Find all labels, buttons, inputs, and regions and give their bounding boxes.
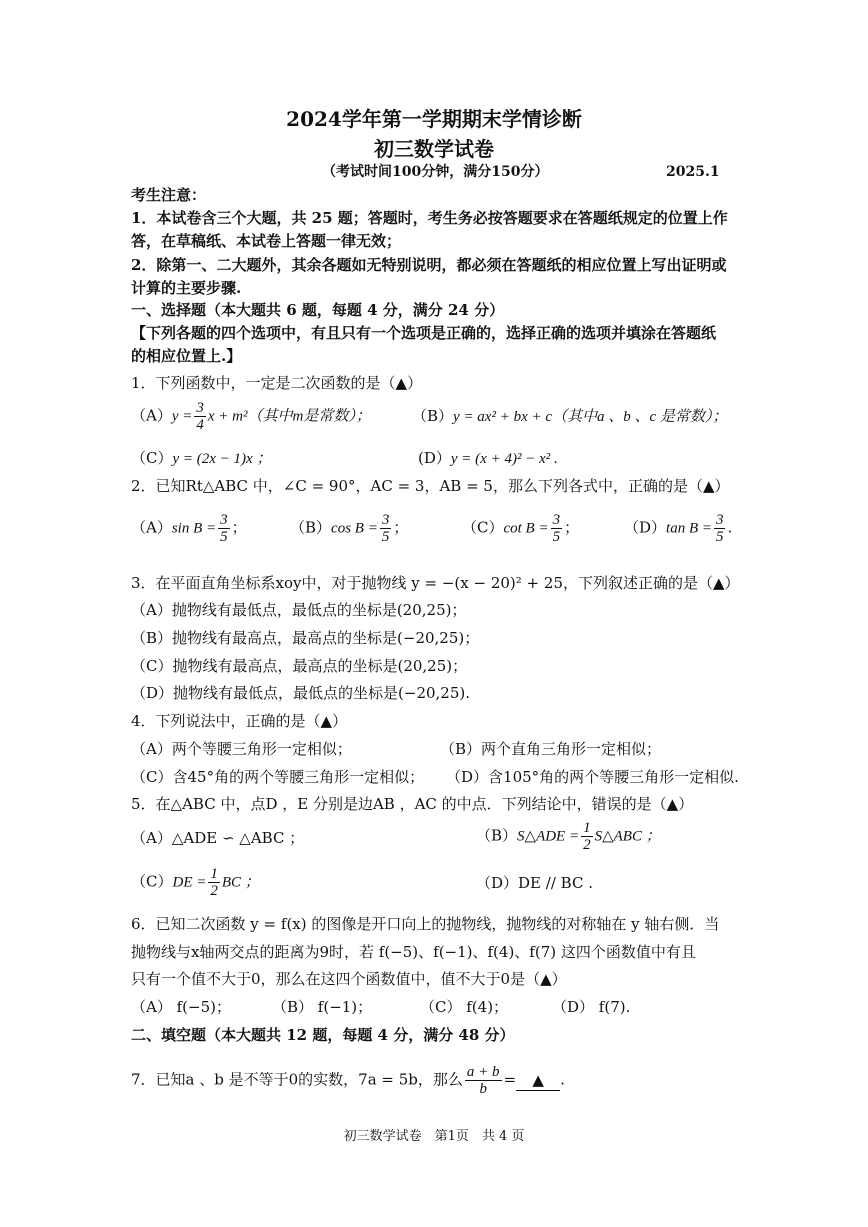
q2-b-num: 3 xyxy=(381,512,390,528)
q2-b-end: ； xyxy=(393,518,409,537)
q2-d-den: 5 xyxy=(715,529,724,545)
q7-eq: = xyxy=(503,1070,517,1089)
q1-option-d xyxy=(418,448,558,469)
q1-option-b xyxy=(412,406,727,427)
page-footer: 初三数学试卷 第1页 共 4 页 xyxy=(343,1129,525,1144)
q2-c-num: 3 xyxy=(552,512,561,528)
q2-c-fn: cot B = xyxy=(503,520,549,537)
q2-c-end: ； xyxy=(564,518,580,537)
q2-d-label: （D） xyxy=(624,518,667,537)
q5-c-fraction xyxy=(208,866,220,899)
q5-option-d: （D）DE // BC . xyxy=(476,874,593,892)
q5-c-den: 2 xyxy=(210,883,218,899)
q1-c-label: （C） xyxy=(131,449,173,467)
exam-title: 2024学年第一学期期末学情诊断 xyxy=(286,107,582,131)
q2-d-end: . xyxy=(727,518,733,537)
q5-c-label: （C） xyxy=(131,872,173,891)
q4-option-d: （D）含105°角的两个等腰三角形一定相似. xyxy=(446,768,739,786)
q5-c-lhs: DE = xyxy=(172,874,207,891)
q1-stem: 1．下列函数中，一定是二次函数的是（▲） xyxy=(131,374,423,392)
q2-option-a xyxy=(131,512,247,545)
q4-option-a: （A）两个等腰三角形一定相似； xyxy=(131,740,352,758)
q4-stem: 4．下列说法中，正确的是（▲） xyxy=(131,712,348,730)
q3-option-b: （B）抛物线有最高点，最高点的坐标是(−20,25)； xyxy=(131,629,480,647)
q2-option-b xyxy=(290,512,408,545)
q5-b-fraction xyxy=(581,820,593,853)
q1-d-label: (D） xyxy=(418,449,451,467)
q2-option-c xyxy=(462,512,579,545)
q2-d-fn: tan B = xyxy=(666,520,712,537)
section1-instruction-line2: 的相应位置上.】 xyxy=(131,347,242,365)
q2-b-fraction xyxy=(380,512,392,545)
q2-a-num: 3 xyxy=(220,512,228,528)
q2-a-fn: sin B = xyxy=(171,520,217,537)
q5-option-b xyxy=(476,820,661,853)
q5-c-num: 1 xyxy=(210,866,218,882)
q5-option-a: （A）△ADE ∽ △ABC ； xyxy=(131,829,305,847)
q1-c-text: y = (2x − 1)x ； xyxy=(172,451,272,467)
section1-instruction-line1: 【下列各题的四个选项中，有且只有一个选项是正确的，选择正确的选项并填涂在答题纸 xyxy=(131,324,717,342)
q1-a-lhs: y = xyxy=(171,408,193,425)
notice-item2-line1: 2．除第一、二大题外，其余各题如无特别说明，都必须在答题纸的相应位置上写出证明或 xyxy=(131,256,727,274)
exam-subtitle: 初三数学试卷 xyxy=(374,137,494,161)
q1-b-text: y = ax² + bx + c（其中a 、b 、c 是常数）； xyxy=(453,409,728,425)
exam-info: （考试时间100分钟，满分150分） xyxy=(322,164,549,180)
exam-date: 2025.1 xyxy=(666,164,720,180)
q1-b-label: （B） xyxy=(412,407,454,425)
q1-d-text: y = (x + 4)² − x² . xyxy=(450,451,558,467)
q7-num: a + b xyxy=(466,1064,500,1080)
q2-c-label: （C） xyxy=(462,518,504,537)
q6-line3: 只有一个值不大于0，那么在这四个函数值中，值不大于0是（▲） xyxy=(131,970,567,988)
q1-a-num: 3 xyxy=(196,400,204,416)
notice-item1-line2: 答，在草稿纸、本试卷上答题一律无效； xyxy=(131,232,402,250)
q2-c-den: 5 xyxy=(552,529,561,545)
q5-b-rhs: S△ABC ； xyxy=(594,828,661,845)
q1-a-rest: x + m²（其中m是常数）； xyxy=(207,408,371,425)
q1-a-label: （A） xyxy=(131,406,172,425)
q2-b-fn: cos B = xyxy=(331,520,378,537)
notice-item1-line1: 1．本试卷含三个大题，共 25 题；答题时，考生务必按答题要求在答题纸规定的位置上作 xyxy=(131,209,728,227)
q6-line2: 抛物线与x轴两交点的距离为9时，若 f(−5)、f(−1)、f(4)、f(7) 这四个函数值中有且 xyxy=(131,943,696,961)
q4-option-b: （B）两个直角三角形一定相似； xyxy=(440,740,662,758)
q7 xyxy=(131,1064,565,1097)
q6-option-c: （C） f(4)； xyxy=(420,998,509,1016)
q5-b-label: （B） xyxy=(476,826,518,845)
q1-a-den: 4 xyxy=(196,417,204,433)
q5-c-rhs: BC ； xyxy=(221,874,260,891)
q3-stem: 3．在平面直角坐标系xoy中，对于抛物线 y = −(x − 20)² + 25，下列叙述正确的是（▲） xyxy=(131,574,740,592)
q5-option-c xyxy=(131,866,260,899)
q5-b-lhs: S△ADE = xyxy=(517,828,580,845)
notice-heading: 考生注意： xyxy=(131,186,207,204)
q1-option-a xyxy=(131,400,371,433)
section2-heading: 二、填空题（本大题共 12 题，每题 4 分，满分 48 分） xyxy=(131,1026,515,1044)
notice-item2-line2: 计算的主要步骤. xyxy=(131,279,242,297)
q3-option-a: （A）抛物线有最低点，最低点的坐标是(20,25)； xyxy=(131,601,467,619)
q6-option-a: （A） f(−5)； xyxy=(131,998,231,1016)
q2-a-fraction xyxy=(218,512,230,545)
q2-d-fraction xyxy=(714,512,726,545)
q4-option-c: （C）含45°角的两个等腰三角形一定相似； xyxy=(131,768,425,786)
q1-option-c xyxy=(131,448,271,469)
q2-a-end: ； xyxy=(231,518,247,537)
q2-c-fraction xyxy=(551,512,563,545)
q2-b-den: 5 xyxy=(381,529,390,545)
q5-b-den: 2 xyxy=(583,837,591,853)
q2-option-d xyxy=(624,512,732,545)
q7-end: . xyxy=(560,1070,565,1089)
q2-b-label: （B） xyxy=(290,518,332,537)
q6-option-d: （D） f(7). xyxy=(552,998,631,1016)
q7-text: 7．已知a 、b 是不等于0的实数，7a = 5b，那么 xyxy=(131,1070,463,1089)
q7-fraction xyxy=(465,1064,502,1097)
q6-option-b: （B） f(−1)； xyxy=(272,998,373,1016)
section1-heading: 一、选择题（本大题共 6 题，每题 4 分，满分 24 分） xyxy=(131,301,505,319)
q1-a-fraction xyxy=(194,400,206,433)
q7-den: b xyxy=(479,1081,487,1097)
q3-option-c: （C）抛物线有最高点，最高点的坐标是(20,25)； xyxy=(131,657,468,675)
q5-stem: 5．在△ABC 中，点D ，E 分别是边AB ，AC 的中点．下列结论中，错误的是（▲） xyxy=(131,795,694,813)
q2-d-num: 3 xyxy=(715,512,724,528)
q5-b-num: 1 xyxy=(583,820,591,836)
q6-line1: 6．已知二次函数 y = f(x) 的图像是开口向上的抛物线，抛物线的对称轴在 y 轴右侧．当 xyxy=(131,915,720,933)
q2-a-den: 5 xyxy=(220,529,228,545)
q7-answer-blank: ▲ xyxy=(516,1070,560,1091)
q2-stem: 2．已知Rt△ABC 中，∠C = 90°，AC = 3，AB = 5，那么下列各式中，正确的是（▲） xyxy=(131,477,730,495)
q3-option-d: （D）抛物线有最低点，最低点的坐标是(−20,25). xyxy=(131,684,471,702)
q2-a-label: （A） xyxy=(131,518,172,537)
